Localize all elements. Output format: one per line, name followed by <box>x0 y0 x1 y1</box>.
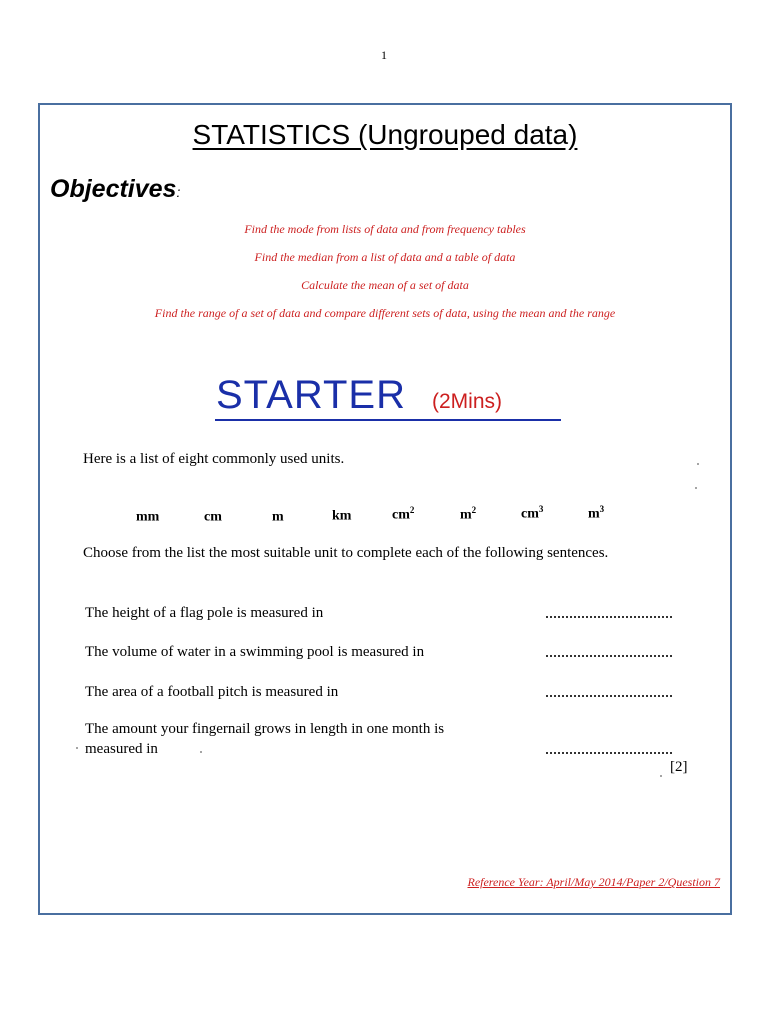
question-intro: Here is a list of eight commonly used units. <box>83 451 345 467</box>
sentence-fingernail: The amount your fingernail grows in length in one month is <box>85 721 445 737</box>
reference-note: Reference Year: April/May 2014/Paper 2/Question 7 <box>467 875 720 889</box>
worksheet-title: STATISTICS (Ungrouped data) <box>192 119 578 150</box>
objective-range: Find the range of a set of data and compare different sets of data, using the mean and the range <box>154 306 616 320</box>
starter-underline <box>215 419 561 421</box>
worksheet-frame <box>38 103 732 915</box>
answer-line-football-pitch[interactable] <box>546 695 672 697</box>
sentence-football-pitch: The area of a football pitch is measured in <box>85 684 339 700</box>
sentence-flag-pole: The height of a flag pole is measured in <box>85 605 324 621</box>
scan-speck <box>697 463 699 465</box>
answer-line-flag-pole[interactable] <box>546 616 672 618</box>
objective-mean: Calculate the mean of a set of data <box>301 278 469 292</box>
unit-km: km <box>332 508 352 524</box>
scan-speck <box>695 487 697 489</box>
objective-median: Find the median from a list of data and a table of data <box>254 250 516 264</box>
question-instruction: Choose from the list the most suitable unit to complete each of the following sentences. <box>83 545 609 561</box>
unit-list <box>40 503 730 527</box>
answer-line-fingernail[interactable] <box>546 752 672 754</box>
marks-label: [2] <box>670 759 688 775</box>
objectives-list <box>40 221 730 333</box>
page-number: 1 <box>381 48 387 62</box>
objective-mode: Find the mode from lists of data and from frequency tables <box>244 222 526 236</box>
unit-mm: mm <box>136 509 160 525</box>
unit-cm2: $cm^2$ <box>392 505 415 523</box>
starter-heading <box>216 373 502 418</box>
objectives-heading: Objectives: <box>50 175 181 203</box>
unit-cm: cm <box>204 509 222 525</box>
answer-line-swimming-pool[interactable] <box>546 655 672 657</box>
sentence-fingernail-continued: measured in <box>85 741 158 757</box>
unit-m: m <box>272 509 284 525</box>
scan-speck <box>200 751 202 753</box>
starter-label: STARTER <box>216 373 406 417</box>
unit-m2: $m^2$ <box>460 505 477 523</box>
unit-cm3: $cm^3$ <box>521 504 544 522</box>
unit-m3: $m^3$ <box>588 504 605 522</box>
scan-speck <box>660 775 662 777</box>
scan-speck <box>76 747 78 749</box>
starter-time: (2Mins) <box>432 390 503 413</box>
sentence-swimming-pool: The volume of water in a swimming pool is measured in <box>85 644 425 660</box>
